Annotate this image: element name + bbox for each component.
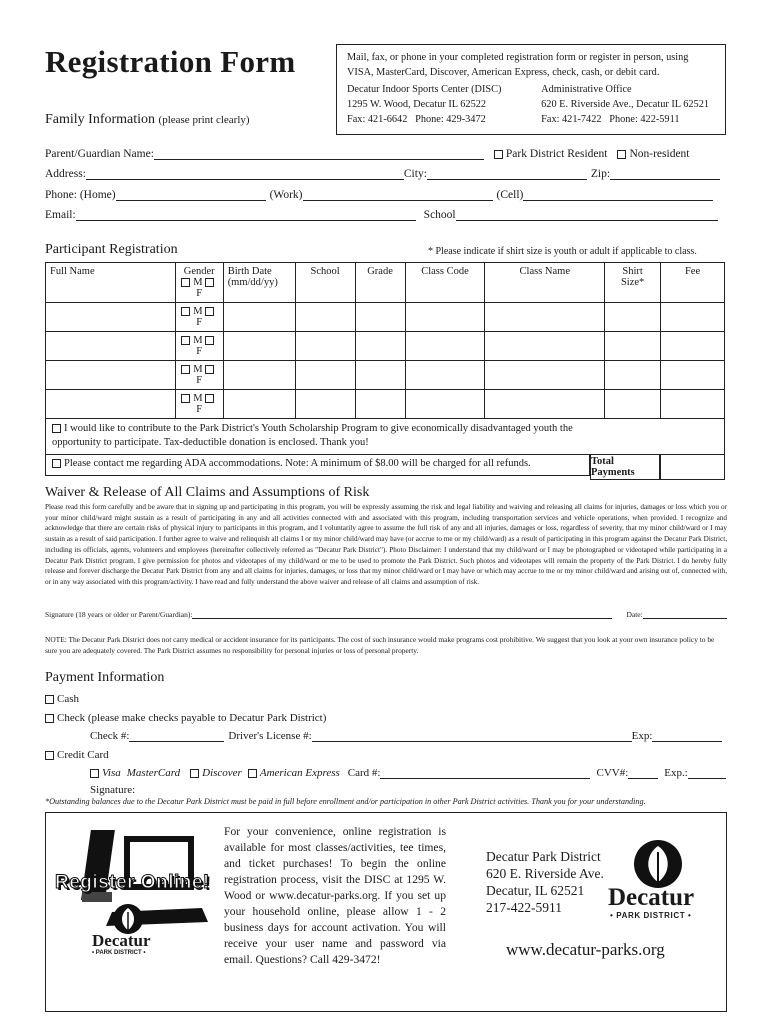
school-label: School <box>423 209 456 221</box>
family-info-note: (please print clearly) <box>158 114 250 126</box>
card-exp-label: Exp.: <box>664 767 688 779</box>
online-registration-text: For your convenience, online registration is available for most classes/activities, tee times, and ticket purchases! To begin the online registration process, visit the DISC at 1295 W. Wood or www.decatur-parks.org. If you set up your household online, please allow 1 - 2 business days for account activation. You will receive your user name and password via email. Questions? Call 429-3472! <box>224 825 446 966</box>
admin-info <box>541 82 715 127</box>
office-address: 620 E. Riverside Ave. <box>486 866 604 881</box>
card-signature-row <box>90 784 135 796</box>
cell-birth[interactable] <box>223 361 295 390</box>
office-phone: 217-422-5911 <box>486 900 562 915</box>
cvv-field[interactable] <box>628 767 658 779</box>
cell-grade[interactable] <box>355 332 405 361</box>
col-school: School <box>295 263 355 303</box>
participant-heading: Participant Registration <box>45 242 178 257</box>
total-payments-box <box>590 454 660 480</box>
park-district-logo <box>628 838 688 890</box>
col-grade: Grade <box>355 263 405 303</box>
nonresident-label: Non-resident <box>629 148 690 160</box>
cell-birth[interactable] <box>223 303 295 332</box>
resident-label: Park District Resident <box>505 148 608 160</box>
zip-label: Zip: <box>590 168 611 180</box>
register-online-label: Register Online! <box>55 872 210 893</box>
check-number-label: Check #: <box>90 730 130 742</box>
outstanding-note: *Outstanding balances due to the Decatur Park District must be paid in full before enrollment and/or participation in other Park District activities. Thank you for your understanding. <box>45 797 646 806</box>
card-exp-field[interactable] <box>688 767 726 779</box>
shirt-header: Shirt <box>622 266 643 277</box>
cash-checkbox[interactable] <box>45 695 54 704</box>
amex-label: American Express <box>259 767 340 779</box>
shirt-note: * Please indicate if shirt size is youth or adult if applicable to class. <box>428 246 697 257</box>
website-link[interactable]: www.decatur-parks.org <box>506 940 665 959</box>
payment-heading: Payment Information <box>45 670 165 685</box>
gender-m-checkbox[interactable] <box>181 307 190 316</box>
cvv-label: CVV#: <box>596 767 629 779</box>
phone-work-label: (Work) <box>269 189 303 201</box>
mail-text-line1: Mail, fax, or phone in your completed registration form or register in person, using <box>347 52 689 63</box>
table-row <box>46 361 725 390</box>
cash-label: Cash <box>57 693 79 705</box>
card-number-label: Card #: <box>347 767 381 779</box>
col-gender: Gender M F <box>175 263 223 303</box>
cell-class-code[interactable] <box>405 390 485 419</box>
credit-label: Credit Card <box>57 749 109 761</box>
cell-class-name[interactable] <box>485 361 605 390</box>
address-field[interactable] <box>86 168 404 180</box>
disc-name: Decatur Indoor Sports Center (DISC) <box>347 84 502 95</box>
cell-birth[interactable] <box>223 390 295 419</box>
card-type-row <box>90 767 726 779</box>
table-row <box>46 332 725 361</box>
waiver-heading: Waiver & Release of All Claims and Assumptions of Risk <box>45 485 370 500</box>
insurance-note: NOTE: The Decatur Park District does not carry medical or accident insurance for its participants. The cost of such insurance would make programs cost prohibitive. We suggest that you look at your own insurance policy to be sure you are adequately covered. The Park District assumes no responsibility for personal injuries or loss of personal property. <box>45 635 715 655</box>
gender-f-checkbox[interactable] <box>205 365 214 374</box>
waiver-signature-row <box>45 610 727 619</box>
cell-gender: M F <box>175 332 223 361</box>
gender-f-checkbox[interactable] <box>205 394 214 403</box>
check-exp-label: Exp: <box>631 730 653 742</box>
scholarship-box <box>45 419 725 455</box>
email-label: Email: <box>45 209 76 221</box>
phone-row <box>45 189 713 201</box>
family-info-heading <box>45 112 250 128</box>
phone-cell-label: (Cell) <box>496 189 524 201</box>
col-class-name: Class Name <box>485 263 605 303</box>
office-info <box>486 848 604 916</box>
birth-date-header: Birth Date <box>227 266 272 277</box>
gender-f-checkbox[interactable] <box>205 307 214 316</box>
license-field[interactable] <box>312 730 632 742</box>
amex-checkbox[interactable] <box>248 769 257 778</box>
total-payments-field[interactable] <box>660 454 725 480</box>
logo-sub: • PARK DISTRICT • <box>610 911 692 920</box>
admin-phone: Phone: 422-5911 <box>609 114 680 125</box>
signature-label: Signature (18 years or older or Parent/Guardian): <box>45 610 193 619</box>
cell-name[interactable] <box>46 390 176 419</box>
disc-info <box>347 82 501 127</box>
disc-address: 1295 W. Wood, Decatur IL 62522 <box>347 99 487 110</box>
cell-class-code[interactable] <box>405 361 485 390</box>
parent-label: Parent/Guardian Name: <box>45 148 154 160</box>
cell-grade[interactable] <box>355 390 405 419</box>
check-option <box>45 712 326 724</box>
gender-m-checkbox[interactable] <box>181 278 190 287</box>
cell-class-name[interactable] <box>485 303 605 332</box>
check-details-row <box>90 730 722 742</box>
gender-header: Gender <box>183 266 215 277</box>
nonresident-checkbox[interactable] <box>617 150 626 159</box>
cell-class-name[interactable] <box>485 332 605 361</box>
cell-shirt[interactable] <box>605 332 661 361</box>
logo-word-small: Decatur <box>92 931 151 950</box>
disc-fax: Fax: 421-6642 <box>347 114 408 125</box>
cell-fee[interactable] <box>661 361 725 390</box>
license-label: Driver's License #: <box>228 730 312 742</box>
resident-checkbox[interactable] <box>494 150 503 159</box>
scholarship-text-2: opportunity to participate. Tax-deductible donation is enclosed. Thank you! <box>52 437 369 448</box>
city-label: City: <box>403 168 427 180</box>
phone-work-field[interactable] <box>303 189 493 201</box>
visa-label: Visa <box>102 767 121 779</box>
parent-name-field[interactable] <box>154 148 484 160</box>
cell-birth[interactable] <box>223 332 295 361</box>
visa-checkbox[interactable] <box>90 769 99 778</box>
scholarship-checkbox[interactable] <box>52 424 61 433</box>
check-exp-field[interactable] <box>652 730 722 742</box>
parent-row <box>45 148 690 160</box>
cell-fee[interactable] <box>661 390 725 419</box>
card-signature-label: Signature: <box>90 784 136 796</box>
date-label: Date: <box>626 610 643 619</box>
email-field[interactable] <box>76 209 416 221</box>
col-fee: Fee <box>661 263 725 303</box>
admin-address: 620 E. Riverside Ave., Decatur IL 62521 <box>541 99 709 110</box>
gender-m-checkbox[interactable] <box>181 336 190 345</box>
cell-name[interactable] <box>46 361 176 390</box>
disc-phone: Phone: 429-3472 <box>415 114 486 125</box>
col-full-name: Full Name <box>46 263 176 303</box>
cash-option <box>45 693 79 705</box>
cell-school[interactable] <box>295 303 355 332</box>
cell-school[interactable] <box>295 332 355 361</box>
ada-checkbox[interactable] <box>52 459 61 468</box>
cell-school[interactable] <box>295 390 355 419</box>
mail-info-box <box>336 44 726 135</box>
participant-table <box>45 262 725 419</box>
col-birth-date <box>223 263 295 303</box>
table-header-row <box>46 263 725 303</box>
cell-shirt[interactable] <box>605 303 661 332</box>
zip-field[interactable] <box>610 168 720 180</box>
gender-m-checkbox[interactable] <box>181 394 190 403</box>
logo-sub-small: • PARK DISTRICT • <box>92 950 146 956</box>
phone-cell-field[interactable] <box>523 189 713 201</box>
cell-class-code[interactable] <box>405 303 485 332</box>
table-row <box>46 303 725 332</box>
mastercard-label: MasterCard <box>126 767 181 779</box>
email-row <box>45 209 718 221</box>
city-field[interactable] <box>427 168 587 180</box>
gender-m-checkbox[interactable] <box>181 365 190 374</box>
ada-box <box>45 454 590 476</box>
address-label: Address: <box>45 168 86 180</box>
cell-gender: M F <box>175 390 223 419</box>
phone-home-field[interactable] <box>116 189 266 201</box>
phone-home-label: Phone: (Home) <box>45 189 116 201</box>
cell-name[interactable] <box>46 332 176 361</box>
birth-date-format: (mm/dd/yy) <box>227 277 278 288</box>
logo-word: Decatur <box>608 884 695 911</box>
cell-fee[interactable] <box>661 303 725 332</box>
cell-gender: M F <box>175 303 223 332</box>
scholarship-text-1: I would like to contribute to the Park District's Youth Scholarship Program to give economically disadvantaged youth the <box>64 423 573 434</box>
discover-checkbox[interactable] <box>190 769 199 778</box>
cell-grade[interactable] <box>355 303 405 332</box>
check-label: Check (please make checks payable to Decatur Park District) <box>57 712 327 724</box>
shirt-size-header: Size* <box>620 277 645 288</box>
admin-name: Administrative Office <box>541 84 632 95</box>
waiver-body: Please read this form carefully and be aware that in signing up and participating in this program, you will be expressly assuming the risk and legal liability and waiving and releasing all claims for injuries, damages or loss which you or your minor child/ward might sustain as a result of participating in any and all activities connected with and associated with this program, including transportation services and vehicle operations, when provided. I recognize and acknowledge that there are certain risks of physical injury to participants in this program, and I voluntarily agree to assume the full risk of any and all injuries, damages or loss, regardless of severity, that my minor child/ward or I may sustain as a result of said participation. I further agree to waive and relinquish all claims I or my minor child/ward may have (or accrue to me or my child/ward) as a result of participating in this program against the Decatur Park District, including its officials, agents, volunteers and employees (hereinafter collectively referred as "Decatur Park District"). Photo Disclaimer: I understand that my child/ward or I may be photographed or videotaped while participating in a Decatur Park District program. I give permission for photos and videotapes of my child/ward or me to be used to promote the Park District. Such photos and videotapes will remain the property of the Park District. I do hereby fully release and forever discharge the Decatur Park District from any and all claims for injuries, damages, or loss that my minor child/ward or I may have or which may accrue to me or my minor child/ward and arising out of, connected with, or in any way associated with this program/activity. I have read and fully understand the above waiver and release of all claims and assumption of risk. <box>45 503 727 586</box>
waiver-signature-field[interactable] <box>192 610 612 619</box>
table-row <box>46 390 725 419</box>
school-field[interactable] <box>456 209 718 221</box>
cell-shirt[interactable] <box>605 361 661 390</box>
family-info-label: Family Information <box>45 112 156 127</box>
cell-gender: M F <box>175 361 223 390</box>
check-checkbox[interactable] <box>45 714 54 723</box>
credit-option <box>45 749 109 761</box>
total-payments-label: Total Payments <box>591 456 635 478</box>
mail-text-line2: VISA, MasterCard, Discover, American Express, check, cash, or debit card. <box>347 67 660 78</box>
discover-label: Discover <box>202 767 242 779</box>
credit-checkbox[interactable] <box>45 751 54 760</box>
check-number-field[interactable] <box>129 730 224 742</box>
cell-class-code[interactable] <box>405 332 485 361</box>
col-shirt-size <box>605 263 661 303</box>
cell-fee[interactable] <box>661 332 725 361</box>
gender-f-checkbox[interactable] <box>205 278 214 287</box>
card-number-field[interactable] <box>380 767 590 779</box>
admin-fax: Fax: 421-7422 <box>541 114 602 125</box>
office-name: Decatur Park District <box>486 849 601 864</box>
ada-text: Please contact me regarding ADA accommodations. Note: A minimum of $8.00 will be charged for all refunds. <box>64 458 531 469</box>
address-row <box>45 168 720 180</box>
cell-class-name[interactable] <box>485 390 605 419</box>
cell-shirt[interactable] <box>605 390 661 419</box>
col-class-code: Class Code <box>405 263 485 303</box>
cell-school[interactable] <box>295 361 355 390</box>
gender-f-checkbox[interactable] <box>205 336 214 345</box>
cell-grade[interactable] <box>355 361 405 390</box>
cell-name[interactable] <box>46 303 176 332</box>
waiver-date-field[interactable] <box>643 610 727 619</box>
page-title: Registration Form <box>45 44 296 79</box>
office-city: Decatur, IL 62521 <box>486 883 585 898</box>
